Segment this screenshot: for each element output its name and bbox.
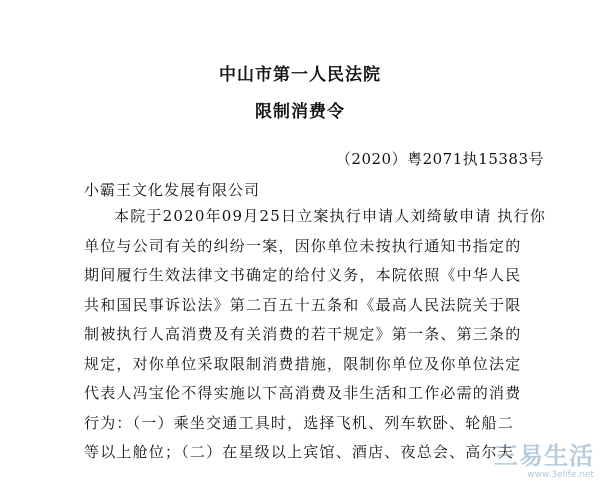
watermark-text: 三易生活 [494, 442, 594, 470]
body-line: 单位与公司有关的纠纷一案，因你单位未按执行通知书指定的 [84, 236, 522, 255]
body-line: 制被执行人高消费及有关消费的若干规定》第一条、第三条的 [84, 325, 522, 343]
addressee: 小霸王文化发展有限公司 [84, 181, 261, 199]
body-line: 规定，对你单位采取限制消费措施，限制你单位及你单位法定 [84, 354, 522, 373]
body-line: 行为：（一）乘坐交通工具时，选择飞机、列车软卧、轮船二 [84, 413, 514, 432]
body-line: 本院于2020年09月25日立案执行申请人刘绮敏申请 执行你 [114, 207, 547, 225]
body-line: 共和国民事诉讼法》第二百五十五条和《最高人民法院关于限 [84, 295, 522, 314]
body-line: 期间履行生效法律文书确定的给付义务，本院依照《中华人民 [84, 266, 522, 284]
body-line: 代表人冯宝伦不得实施以下高消费及非生活和工作必需的消费 [84, 384, 522, 402]
body-text [84, 202, 600, 468]
court-name: 中山市第一人民法院 [219, 65, 381, 85]
document-title: 限制消费令 [255, 102, 345, 122]
watermark-url: www.3elife.net [527, 470, 594, 480]
site-watermark [484, 436, 594, 480]
case-number: （2020）粤2071执15383号 [335, 150, 544, 168]
body-line: 等以上舱位；（二）在星级以上宾馆、酒店、夜总会、高尔夫 [84, 443, 514, 461]
